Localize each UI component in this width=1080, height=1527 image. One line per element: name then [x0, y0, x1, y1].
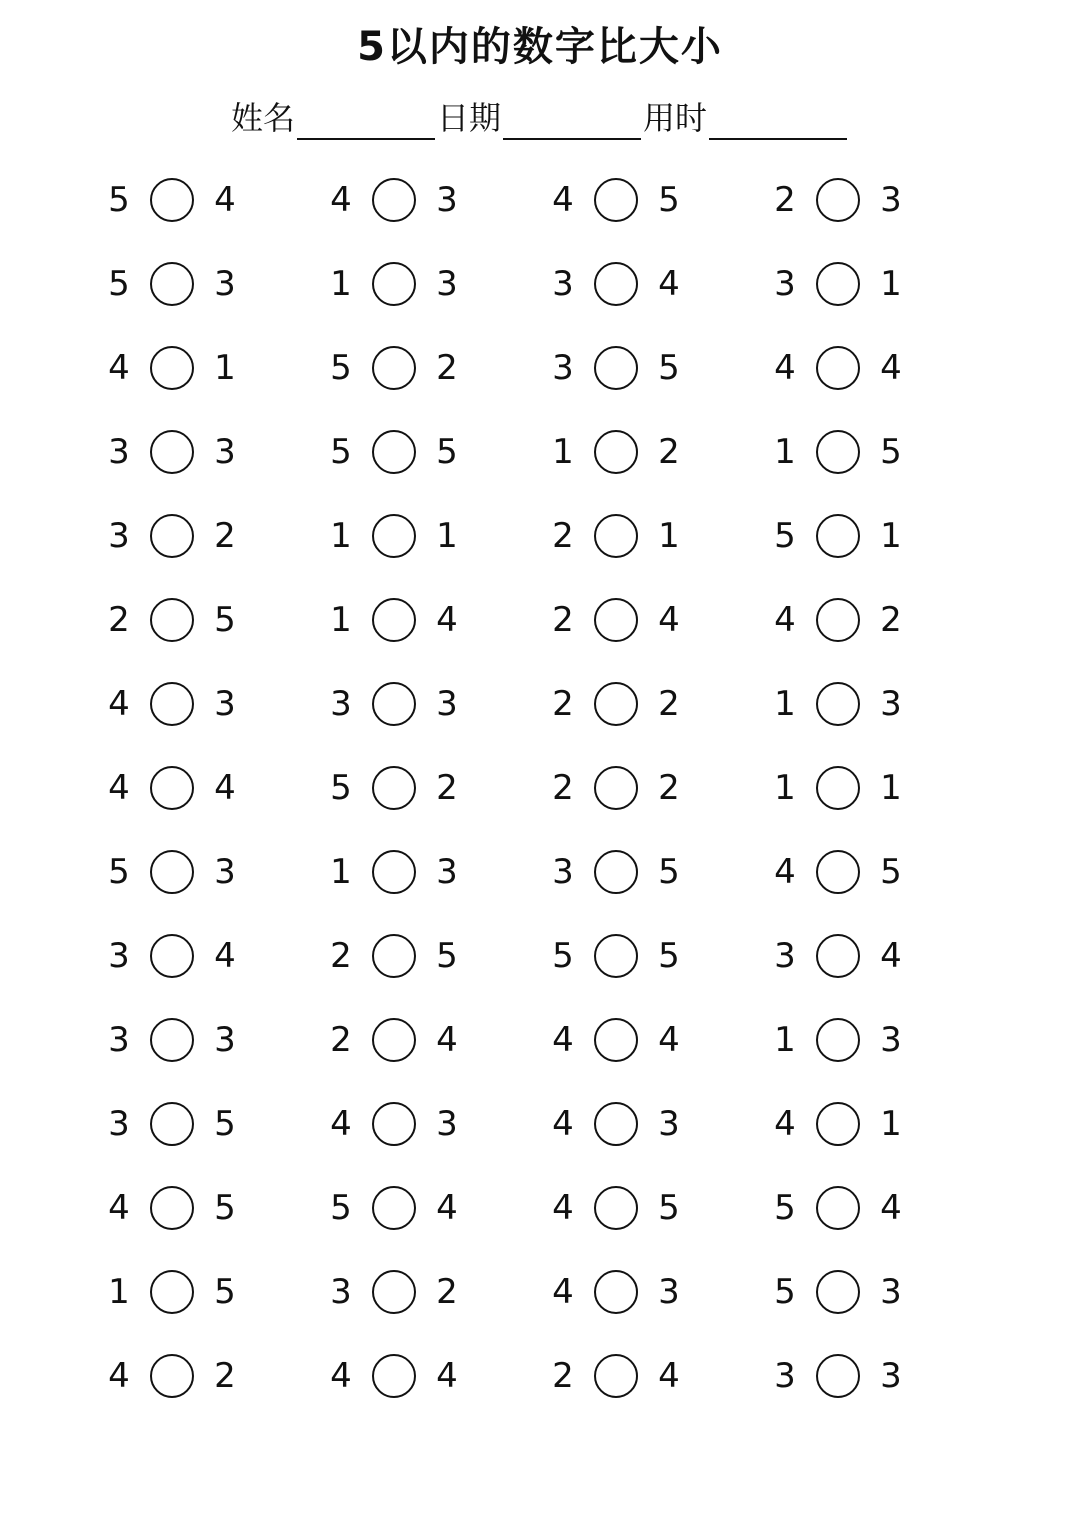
left-number: 3 [330, 1272, 352, 1312]
comparison-problem [320, 430, 542, 474]
right-number: 1 [658, 516, 680, 556]
comparison-problem [764, 682, 986, 726]
left-number: 3 [774, 264, 796, 304]
right-number: 2 [436, 348, 458, 388]
left-number: 5 [330, 1188, 352, 1228]
time-field-group [643, 96, 849, 140]
comparison-problem [320, 1018, 542, 1062]
answer-circle[interactable] [150, 1270, 194, 1314]
problem-row [98, 1334, 998, 1418]
comparison-problem [764, 766, 986, 810]
problem-row [98, 242, 998, 326]
right-number: 5 [214, 1188, 236, 1228]
date-blank[interactable] [503, 102, 641, 140]
right-number: 5 [214, 1272, 236, 1312]
right-number: 1 [214, 348, 236, 388]
left-number: 3 [552, 852, 574, 892]
right-number: 1 [880, 516, 902, 556]
left-number: 4 [108, 1188, 130, 1228]
comparison-problem [320, 766, 542, 810]
left-number: 2 [552, 516, 574, 556]
left-number: 5 [774, 1188, 796, 1228]
right-number: 4 [214, 180, 236, 220]
right-number: 2 [214, 1356, 236, 1396]
left-number: 1 [774, 684, 796, 724]
right-number: 4 [436, 600, 458, 640]
left-number: 4 [774, 600, 796, 640]
left-number: 4 [774, 348, 796, 388]
comparison-problem [764, 430, 986, 474]
right-number: 5 [658, 180, 680, 220]
answer-circle[interactable] [150, 934, 194, 978]
left-number: 3 [108, 1104, 130, 1144]
answer-circle[interactable] [150, 766, 194, 810]
right-number: 2 [658, 684, 680, 724]
left-number: 3 [108, 432, 130, 472]
problem-row [98, 1166, 998, 1250]
left-number: 2 [552, 684, 574, 724]
right-number: 3 [436, 264, 458, 304]
right-number: 3 [436, 180, 458, 220]
right-number: 4 [658, 1020, 680, 1060]
comparison-problem [542, 346, 764, 390]
answer-circle[interactable] [150, 430, 194, 474]
right-number: 3 [214, 264, 236, 304]
left-number: 5 [552, 936, 574, 976]
right-number: 3 [880, 1272, 902, 1312]
name-blank[interactable] [297, 102, 435, 140]
right-number: 5 [214, 600, 236, 640]
answer-circle[interactable] [150, 514, 194, 558]
right-number: 3 [214, 1020, 236, 1060]
left-number: 1 [330, 600, 352, 640]
right-number: 4 [658, 600, 680, 640]
left-number: 2 [552, 1356, 574, 1396]
comparison-problem [320, 262, 542, 306]
answer-circle[interactable] [816, 682, 860, 726]
answer-circle[interactable] [594, 766, 638, 810]
problem-row [98, 326, 998, 410]
answer-circle[interactable] [372, 1018, 416, 1062]
answer-circle[interactable] [150, 178, 194, 222]
comparison-problem [542, 430, 764, 474]
left-number: 3 [108, 516, 130, 556]
comparison-problem [764, 850, 986, 894]
answer-circle[interactable] [816, 514, 860, 558]
answer-circle[interactable] [816, 598, 860, 642]
left-number: 1 [552, 432, 574, 472]
problem-row [98, 158, 998, 242]
left-number: 3 [108, 1020, 130, 1060]
comparison-problem [98, 262, 320, 306]
comparison-problem [542, 1354, 764, 1398]
left-number: 1 [330, 264, 352, 304]
comparison-problem [98, 1018, 320, 1062]
answer-circle[interactable] [372, 1102, 416, 1146]
left-number: 1 [774, 432, 796, 472]
answer-circle[interactable] [816, 850, 860, 894]
answer-circle[interactable] [816, 766, 860, 810]
answer-circle[interactable] [816, 1186, 860, 1230]
right-number: 4 [436, 1356, 458, 1396]
left-number: 1 [330, 516, 352, 556]
left-number: 4 [108, 348, 130, 388]
answer-circle[interactable] [150, 346, 194, 390]
comparison-problem [98, 1270, 320, 1314]
answer-circle[interactable] [372, 1270, 416, 1314]
problem-row [98, 578, 998, 662]
comparison-problem [764, 178, 986, 222]
answer-circle[interactable] [594, 1102, 638, 1146]
right-number: 3 [436, 684, 458, 724]
right-number: 2 [658, 432, 680, 472]
left-number: 2 [774, 180, 796, 220]
comparison-problem [542, 514, 764, 558]
answer-circle[interactable] [372, 766, 416, 810]
comparison-problem [320, 346, 542, 390]
comparison-problem [320, 514, 542, 558]
comparison-problem [98, 934, 320, 978]
left-number: 4 [552, 1188, 574, 1228]
comparison-problem [320, 1270, 542, 1314]
right-number: 1 [880, 1104, 902, 1144]
left-number: 5 [330, 768, 352, 808]
right-number: 5 [658, 852, 680, 892]
right-number: 3 [436, 1104, 458, 1144]
right-number: 4 [880, 936, 902, 976]
right-number: 1 [436, 516, 458, 556]
left-number: 4 [108, 684, 130, 724]
left-number: 2 [552, 600, 574, 640]
answer-circle[interactable] [594, 1018, 638, 1062]
right-number: 3 [880, 180, 902, 220]
right-number: 5 [658, 348, 680, 388]
left-number: 5 [108, 852, 130, 892]
right-number: 5 [436, 432, 458, 472]
comparison-problem [98, 682, 320, 726]
comparison-problem [764, 934, 986, 978]
left-number: 4 [330, 1356, 352, 1396]
comparison-problem [98, 346, 320, 390]
comparison-problem [98, 766, 320, 810]
answer-circle[interactable] [372, 682, 416, 726]
right-number: 2 [214, 516, 236, 556]
answer-circle[interactable] [372, 430, 416, 474]
comparison-problem [98, 1102, 320, 1146]
answer-circle[interactable] [372, 598, 416, 642]
left-number: 4 [774, 1104, 796, 1144]
comparison-problem [542, 262, 764, 306]
answer-circle[interactable] [594, 430, 638, 474]
time-label: 用时 [643, 99, 708, 137]
answer-circle[interactable] [594, 1354, 638, 1398]
comparison-problem [98, 1354, 320, 1398]
right-number: 5 [658, 936, 680, 976]
left-number: 5 [774, 1272, 796, 1312]
comparison-problem [542, 850, 764, 894]
comparison-problem [320, 682, 542, 726]
right-number: 5 [436, 936, 458, 976]
right-number: 1 [880, 768, 902, 808]
comparison-problem [764, 598, 986, 642]
answer-circle[interactable] [372, 1354, 416, 1398]
comparison-problem [764, 262, 986, 306]
problem-row [98, 1082, 998, 1166]
right-number: 4 [880, 348, 902, 388]
answer-circle[interactable] [150, 1186, 194, 1230]
left-number: 5 [108, 180, 130, 220]
comparison-problem [542, 1102, 764, 1146]
right-number: 3 [658, 1272, 680, 1312]
answer-circle[interactable] [372, 850, 416, 894]
right-number: 2 [880, 600, 902, 640]
answer-circle[interactable] [816, 430, 860, 474]
problem-row [98, 998, 998, 1082]
date-label: 日期 [436, 99, 501, 137]
right-number: 4 [658, 264, 680, 304]
right-number: 2 [436, 1272, 458, 1312]
comparison-problem [320, 1186, 542, 1230]
comparison-problem [542, 934, 764, 978]
left-number: 5 [330, 432, 352, 472]
right-number: 3 [658, 1104, 680, 1144]
right-number: 3 [880, 1020, 902, 1060]
time-blank[interactable] [709, 102, 847, 140]
right-number: 2 [658, 768, 680, 808]
comparison-problem [764, 1270, 986, 1314]
comparison-problem [542, 1186, 764, 1230]
comparison-problem [98, 598, 320, 642]
answer-circle[interactable] [816, 178, 860, 222]
left-number: 4 [552, 1020, 574, 1060]
right-number: 5 [658, 1188, 680, 1228]
left-number: 3 [330, 684, 352, 724]
comparison-problem [542, 682, 764, 726]
answer-circle[interactable] [372, 346, 416, 390]
left-number: 1 [774, 768, 796, 808]
right-number: 4 [436, 1188, 458, 1228]
right-number: 1 [880, 264, 902, 304]
answer-circle[interactable] [150, 1018, 194, 1062]
answer-circle[interactable] [594, 1270, 638, 1314]
left-number: 1 [108, 1272, 130, 1312]
left-number: 2 [552, 768, 574, 808]
left-number: 2 [330, 936, 352, 976]
answer-circle[interactable] [372, 514, 416, 558]
left-number: 4 [330, 1104, 352, 1144]
problem-row [98, 746, 998, 830]
comparison-problem [98, 1186, 320, 1230]
answer-circle[interactable] [594, 850, 638, 894]
comparison-problem [98, 514, 320, 558]
left-number: 1 [774, 1020, 796, 1060]
right-number: 4 [658, 1356, 680, 1396]
left-number: 3 [552, 264, 574, 304]
answer-circle[interactable] [150, 598, 194, 642]
right-number: 3 [214, 432, 236, 472]
right-number: 4 [214, 936, 236, 976]
comparison-problem [98, 178, 320, 222]
comparison-problem [542, 1270, 764, 1314]
right-number: 3 [436, 852, 458, 892]
problem-row [98, 1250, 998, 1334]
answer-circle[interactable] [150, 1102, 194, 1146]
answer-circle[interactable] [816, 1354, 860, 1398]
comparison-problem [542, 178, 764, 222]
right-number: 3 [880, 1356, 902, 1396]
problem-row [98, 662, 998, 746]
left-number: 4 [330, 180, 352, 220]
right-number: 3 [214, 684, 236, 724]
left-number: 3 [108, 936, 130, 976]
left-number: 5 [330, 348, 352, 388]
answer-circle[interactable] [372, 934, 416, 978]
left-number: 1 [330, 852, 352, 892]
student-info-bar [0, 96, 1080, 140]
answer-circle[interactable] [594, 682, 638, 726]
comparison-problem [320, 178, 542, 222]
left-number: 4 [774, 852, 796, 892]
left-number: 2 [108, 600, 130, 640]
worksheet-title: 5以内的数字比大小 [357, 24, 723, 70]
answer-circle[interactable] [816, 262, 860, 306]
comparison-problem [320, 1354, 542, 1398]
answer-circle[interactable] [594, 598, 638, 642]
answer-circle[interactable] [594, 262, 638, 306]
answer-circle[interactable] [372, 1186, 416, 1230]
left-number: 4 [108, 768, 130, 808]
right-number: 5 [880, 432, 902, 472]
comparison-problem [764, 346, 986, 390]
date-field-group [437, 96, 643, 140]
answer-circle[interactable] [372, 262, 416, 306]
left-number: 5 [774, 516, 796, 556]
left-number: 4 [552, 1104, 574, 1144]
comparison-problem [764, 1018, 986, 1062]
problem-row [98, 830, 998, 914]
answer-circle[interactable] [816, 1270, 860, 1314]
answer-circle[interactable] [594, 346, 638, 390]
answer-circle[interactable] [594, 178, 638, 222]
answer-circle[interactable] [594, 934, 638, 978]
comparison-problem [542, 766, 764, 810]
comparison-problem [98, 850, 320, 894]
right-number: 3 [214, 852, 236, 892]
name-label: 姓名 [230, 99, 295, 137]
name-field-group [231, 96, 437, 140]
answer-circle[interactable] [594, 1186, 638, 1230]
answer-circle[interactable] [150, 850, 194, 894]
answer-circle[interactable] [594, 514, 638, 558]
answer-circle[interactable] [150, 682, 194, 726]
comparison-problem [764, 514, 986, 558]
comparison-problem [764, 1102, 986, 1146]
problem-row [98, 914, 998, 998]
left-number: 3 [774, 1356, 796, 1396]
comparison-problem [320, 934, 542, 978]
left-number: 2 [330, 1020, 352, 1060]
answer-circle[interactable] [816, 1102, 860, 1146]
comparison-problem [320, 598, 542, 642]
right-number: 4 [214, 768, 236, 808]
answer-circle[interactable] [150, 1354, 194, 1398]
problem-row [98, 410, 998, 494]
answer-circle[interactable] [816, 346, 860, 390]
left-number: 4 [552, 180, 574, 220]
comparison-problem [320, 1102, 542, 1146]
right-number: 4 [436, 1020, 458, 1060]
comparison-problem [320, 850, 542, 894]
left-number: 4 [552, 1272, 574, 1312]
answer-circle[interactable] [372, 178, 416, 222]
answer-circle[interactable] [816, 934, 860, 978]
comparison-problem [764, 1186, 986, 1230]
left-number: 3 [774, 936, 796, 976]
right-number: 5 [880, 852, 902, 892]
comparison-grid [98, 158, 998, 1418]
comparison-problem [764, 1354, 986, 1398]
right-number: 3 [880, 684, 902, 724]
left-number: 3 [552, 348, 574, 388]
right-number: 5 [214, 1104, 236, 1144]
problem-row [98, 494, 998, 578]
comparison-problem [542, 598, 764, 642]
left-number: 4 [108, 1356, 130, 1396]
comparison-problem [98, 430, 320, 474]
left-number: 5 [108, 264, 130, 304]
answer-circle[interactable] [150, 262, 194, 306]
answer-circle[interactable] [816, 1018, 860, 1062]
comparison-problem [542, 1018, 764, 1062]
right-number: 2 [436, 768, 458, 808]
right-number: 4 [880, 1188, 902, 1228]
